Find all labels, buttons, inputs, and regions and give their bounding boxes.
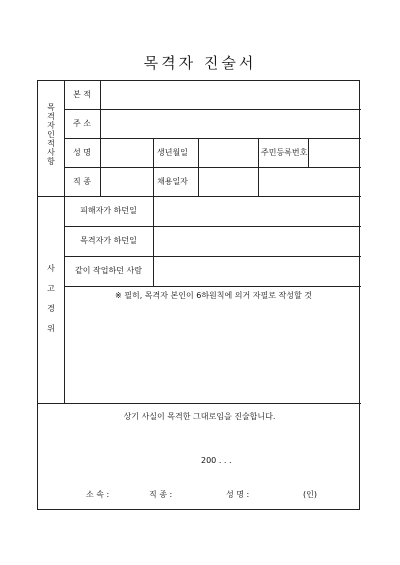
section-divider bbox=[38, 196, 361, 197]
domicile-label: 본 적 bbox=[73, 90, 91, 99]
statement-date: 200 . . . bbox=[201, 456, 232, 465]
row-divider bbox=[64, 226, 361, 227]
row-divider bbox=[64, 138, 361, 139]
address-label: 주 소 bbox=[73, 119, 91, 128]
coworkers-label: 같이 작업하던 사람 bbox=[75, 266, 142, 275]
column-divider bbox=[258, 138, 259, 196]
victim-activity-label: 피해자가 하던일 bbox=[80, 206, 137, 215]
column-divider bbox=[153, 138, 154, 196]
document-title: 목격자 진술서 bbox=[143, 54, 257, 72]
seal-mark: (인) bbox=[303, 490, 317, 499]
statement-text: 상기 사실이 목격한 그대로임을 진술합니다. bbox=[123, 412, 276, 421]
row-divider bbox=[64, 109, 361, 110]
name-label: 성 명 bbox=[73, 148, 91, 157]
job-label: 직 종 : bbox=[149, 490, 173, 499]
witness-activity-label: 목격자가 하던일 bbox=[80, 236, 137, 245]
resident-no-label: 주민등록번호 bbox=[261, 148, 308, 157]
section-divider bbox=[38, 403, 361, 404]
hire-date-label: 채용일자 bbox=[157, 177, 188, 186]
affiliation-label: 소 속 : bbox=[86, 490, 110, 499]
column-divider bbox=[198, 138, 199, 196]
witness-info-label: 목격자인적사항 bbox=[47, 103, 55, 166]
column-divider bbox=[308, 138, 309, 167]
job-type-label: 직 종 bbox=[73, 177, 91, 186]
row-divider bbox=[64, 167, 361, 168]
birth-date-label: 생년월일 bbox=[157, 148, 188, 157]
row-divider bbox=[64, 256, 361, 257]
column-divider bbox=[100, 81, 101, 196]
column-divider bbox=[153, 196, 154, 286]
handwriting-note: ※ 필히, 목격자 본인이 6하원칙에 의거 자필로 작성할 것 bbox=[115, 291, 312, 300]
signer-name-label: 성 명 : bbox=[226, 490, 250, 499]
accident-details-label: 사고경위 bbox=[47, 264, 55, 333]
note-divider bbox=[64, 286, 361, 287]
statement-form bbox=[37, 80, 360, 510]
